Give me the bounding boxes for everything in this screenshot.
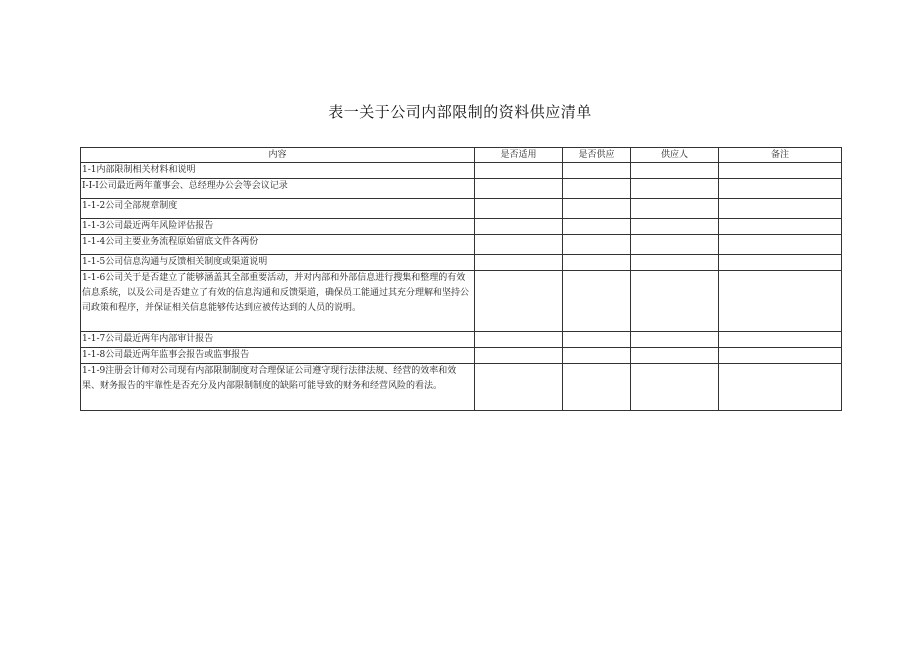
cell-remarks[interactable]: [719, 364, 842, 411]
cell-supplier[interactable]: [631, 219, 719, 235]
cell-content: 1-1-9注册会计师对公司现有内部限制制度对合理保证公司遵守现行法律法规、经营的效率和效果、财务报告的牢靠性是否充分及内部限制制度的缺陷可能导致的财务和经营风险的看法。: [81, 364, 475, 411]
cell-remarks[interactable]: [719, 163, 842, 179]
cell-supplied[interactable]: [563, 271, 631, 332]
header-applicable: 是否适用: [475, 148, 563, 163]
cell-supplier[interactable]: [631, 255, 719, 271]
table-row: [81, 163, 842, 179]
header-supplied: 是否供应: [563, 148, 631, 163]
table-row: [81, 235, 842, 255]
cell-content: 1-1-4公司主要业务流程原始留底文件各两份: [81, 235, 475, 255]
table-row: [81, 255, 842, 271]
cell-supplied[interactable]: [563, 179, 631, 199]
cell-applicable[interactable]: [475, 364, 563, 411]
cell-supplier[interactable]: [631, 199, 719, 219]
document-title: 表一关于公司内部限制的资料供应清单: [328, 103, 592, 121]
cell-applicable[interactable]: [475, 235, 563, 255]
table-row: [81, 271, 842, 332]
cell-applicable[interactable]: [475, 163, 563, 179]
cell-content: I-I-I公司最近两年董事会、总经理办公会等会议记录: [81, 179, 475, 199]
cell-applicable[interactable]: [475, 255, 563, 271]
header-remarks: 备注: [719, 148, 842, 163]
cell-supplied[interactable]: [563, 364, 631, 411]
cell-remarks[interactable]: [719, 219, 842, 235]
table-row: [81, 332, 842, 348]
cell-remarks[interactable]: [719, 199, 842, 219]
cell-supplier[interactable]: [631, 235, 719, 255]
cell-content: 1-1-6公司关于是否建立了能够涵盖其全部重要活动，并对内部和外部信息进行搜集和整理的有效信息系统，以及公司是否建立了有效的信息沟通和反馈渠道，确保员工能通过其充分理解和坚持公司政策和程序，并保证相关信息能够传达到应被传达到的人员的说明。: [81, 271, 475, 332]
cell-supplied[interactable]: [563, 163, 631, 179]
cell-supplied[interactable]: [563, 348, 631, 364]
table-row: [81, 199, 842, 219]
table-header-row: [81, 148, 842, 163]
cell-supplier[interactable]: [631, 348, 719, 364]
cell-supplier[interactable]: [631, 163, 719, 179]
supply-list-table: [80, 147, 842, 411]
cell-applicable[interactable]: [475, 348, 563, 364]
cell-content: 1-1-7公司最近两年内部审计报告: [81, 332, 475, 348]
table-body: [81, 163, 842, 411]
cell-supplied[interactable]: [563, 235, 631, 255]
cell-applicable[interactable]: [475, 271, 563, 332]
cell-content: 1-1-5公司信息沟通与反馈相关制度或渠道说明: [81, 255, 475, 271]
cell-supplier[interactable]: [631, 271, 719, 332]
cell-content: 1-1-2公司全部规章制度: [81, 199, 475, 219]
cell-remarks[interactable]: [719, 348, 842, 364]
cell-content: 1-1内部限制相关材料和说明: [81, 163, 475, 179]
table-row: [81, 179, 842, 199]
header-supplier: 供应人: [631, 148, 719, 163]
cell-supplied[interactable]: [563, 219, 631, 235]
cell-remarks[interactable]: [719, 235, 842, 255]
cell-remarks[interactable]: [719, 255, 842, 271]
cell-supplied[interactable]: [563, 255, 631, 271]
cell-supplier[interactable]: [631, 332, 719, 348]
cell-applicable[interactable]: [475, 199, 563, 219]
cell-applicable[interactable]: [475, 219, 563, 235]
cell-supplied[interactable]: [563, 332, 631, 348]
table-row: [81, 219, 842, 235]
cell-remarks[interactable]: [719, 271, 842, 332]
cell-content: 1-1-3公司最近两年风险评估报告: [81, 219, 475, 235]
cell-remarks[interactable]: [719, 332, 842, 348]
cell-remarks[interactable]: [719, 179, 842, 199]
cell-supplier[interactable]: [631, 179, 719, 199]
table-row: [81, 364, 842, 411]
cell-content: 1-1-8公司最近两年监事会报告或监事报告: [81, 348, 475, 364]
cell-applicable[interactable]: [475, 332, 563, 348]
cell-supplier[interactable]: [631, 364, 719, 411]
cell-applicable[interactable]: [475, 179, 563, 199]
table-row: [81, 348, 842, 364]
cell-supplied[interactable]: [563, 199, 631, 219]
header-content: 内容: [81, 148, 475, 163]
